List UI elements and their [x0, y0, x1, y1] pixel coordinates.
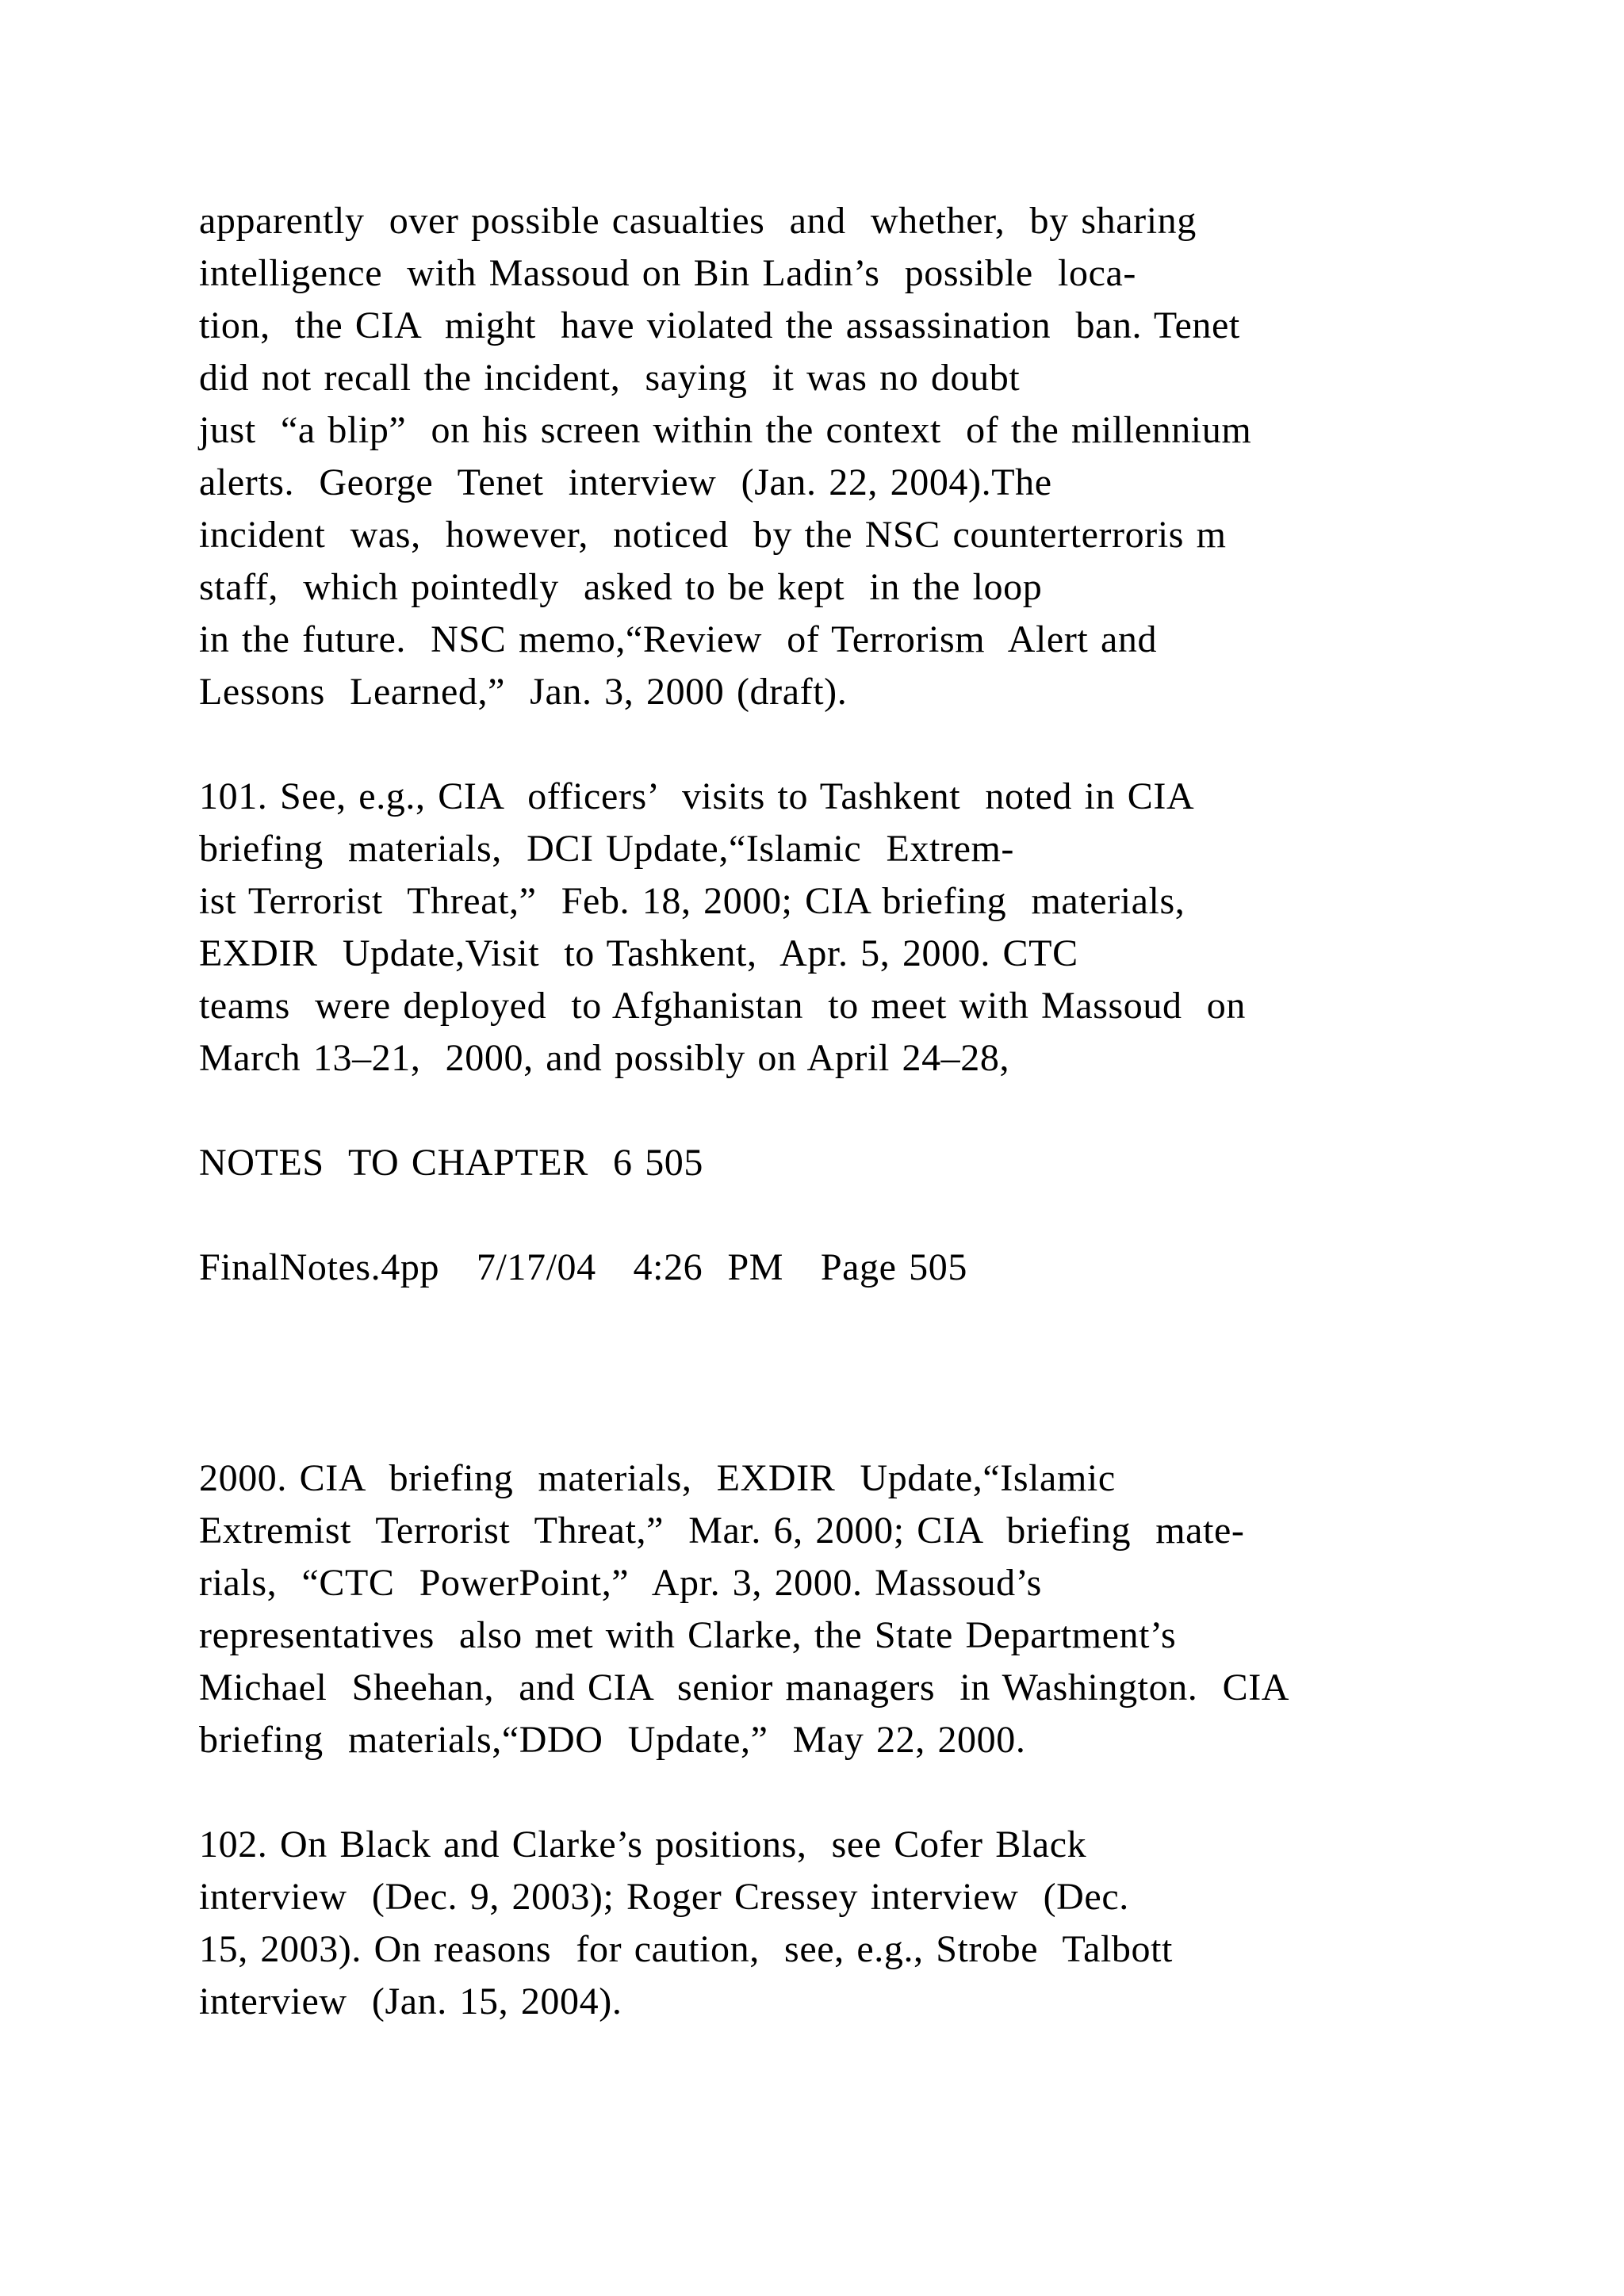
- chapter-footer: NOTES TO CHAPTER 6 505: [199, 1142, 704, 1184]
- note-102-line-1: 102. On Black and Clarke’s positions, see Cofer Black: [199, 1823, 1087, 1866]
- note-101-line-2: briefing materials, DCI Update,“Islamic Extrem-: [199, 828, 1014, 870]
- note-101-cont-line-6: briefing materials,“DDO Update,” May 22, 2000.: [199, 1719, 1026, 1761]
- note-101-cont-line-4: representatives also met with Clarke, the State Department’s: [199, 1614, 1177, 1656]
- note-100-line-5: just “a blip” on his screen within the context of the millennium: [199, 409, 1252, 451]
- file-info-footer: FinalNotes.4pp 7/17/04 4:26 PM Page 505: [199, 1246, 967, 1288]
- note-101-line-1: 101. See, e.g., CIA officers’ visits to Tashkent noted in CIA: [199, 775, 1195, 817]
- note-101-cont-line-1: 2000. CIA briefing materials, EXDIR Update,“Islamic: [199, 1457, 1116, 1499]
- note-100-line-7: incident was, however, noticed by the NSC counterterroris m: [199, 514, 1227, 556]
- note-101-line-6: March 13–21, 2000, and possibly on April 24–28,: [199, 1037, 1010, 1079]
- note-100-line-8: staff, which pointedly asked to be kept in the loop: [199, 566, 1043, 608]
- note-100-line-1: apparently over possible casualties and whether, by sharing: [199, 200, 1197, 242]
- note-100-line-3: tion, the CIA might have violated the assassination ban. Tenet: [199, 304, 1240, 346]
- note-102-line-4: interview (Jan. 15, 2004).: [199, 1980, 622, 2022]
- note-101-cont-line-5: Michael Sheehan, and CIA senior managers in Washington. CIA: [199, 1667, 1290, 1709]
- note-100-line-10: Lessons Learned,” Jan. 3, 2000 (draft).: [199, 671, 848, 713]
- note-100-line-2: intelligence with Massoud on Bin Ladin’s possible loca-: [199, 252, 1136, 294]
- note-100-line-9: in the future. NSC memo,“Review of Terrorism Alert and: [199, 618, 1158, 660]
- note-101-cont-line-3: rials, “CTC PowerPoint,” Apr. 3, 2000. Massoud’s: [199, 1562, 1042, 1604]
- note-101-line-4: EXDIR Update,Visit to Tashkent, Apr. 5, 2000. CTC: [199, 932, 1078, 974]
- note-102-line-2: interview (Dec. 9, 2003); Roger Cressey interview (Dec.: [199, 1876, 1129, 1918]
- note-100-line-6: alerts. George Tenet interview (Jan. 22, 2004).The: [199, 461, 1052, 503]
- note-101-cont-line-2: Extremist Terrorist Threat,” Mar. 6, 2000; CIA briefing mate-: [199, 1510, 1245, 1552]
- note-101-line-3: ist Terrorist Threat,” Feb. 18, 2000; CIA briefing materials,: [199, 880, 1185, 922]
- note-101-line-5: teams were deployed to Afghanistan to meet with Massoud on: [199, 985, 1246, 1027]
- note-100-line-4: did not recall the incident, saying it was no doubt: [199, 357, 1021, 399]
- note-102-line-3: 15, 2003). On reasons for caution, see, e.g., Strobe Talbott: [199, 1928, 1173, 1970]
